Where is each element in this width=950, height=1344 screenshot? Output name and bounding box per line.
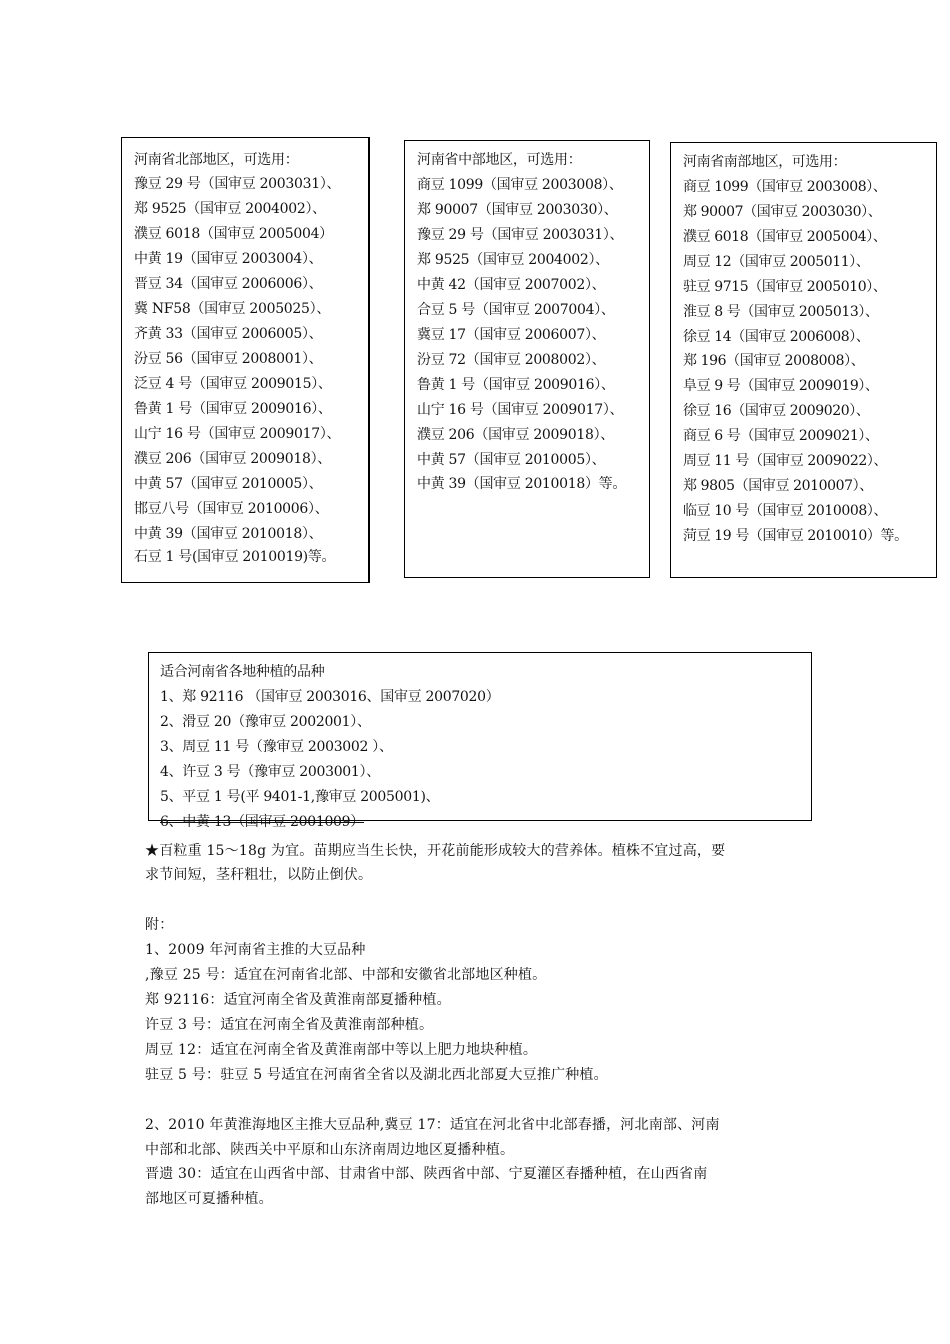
variety-line: 3、周豆 11 号（豫审豆 2003002 ）、 <box>160 739 393 755</box>
variety-line: 濮豆 206（国审豆 2009018）、 <box>417 427 614 443</box>
variety-line: 中黄 57（国审豆 2010005）、 <box>134 476 323 492</box>
variety-line: 商豆 1099（国审豆 2003008）、 <box>683 179 887 195</box>
variety-line: 中黄 42（国审豆 2007002）、 <box>417 277 606 293</box>
variety-line: 山宁 16 号（国审豆 2009017）、 <box>134 426 341 442</box>
variety-line: 泛豆 4 号（国审豆 2009015）、 <box>134 376 332 392</box>
variety-line-overflow: 6、中黄 13（国审豆 2001009） <box>160 814 364 830</box>
variety-line: 豫豆 29 号（国审豆 2003031）、 <box>417 227 624 243</box>
variety-line: 鲁黄 1 号（国审豆 2009016）、 <box>134 401 332 417</box>
variety-line: 汾豆 56（国审豆 2008001）、 <box>134 351 323 367</box>
variety-line: 邯豆八号（国审豆 2010006）、 <box>134 501 329 517</box>
variety-line: 临豆 10 号（国审豆 2010008）、 <box>683 503 888 519</box>
variety-line: 冀豆 17（国审豆 2006007）、 <box>417 327 606 343</box>
body-line: 许豆 3 号：适宜在河南全省及黄淮南部种植。 <box>145 1017 434 1033</box>
variety-line: 驻豆 9715（国审豆 2005010）、 <box>683 279 887 295</box>
body-line: 周豆 12：适宜在河南全省及黄淮南部中等以上肥力地块种植。 <box>145 1042 538 1058</box>
body-line: 中部和北部、陕西关中平原和山东济南周边地区夏播种植。 <box>145 1142 515 1158</box>
variety-line: 晋豆 34（国审豆 2006006）、 <box>134 276 323 292</box>
variety-line: 2、滑豆 20（豫审豆 2002001）、 <box>160 714 371 730</box>
body-line: 晋遗 30：适宜在山西省中部、甘肃省中部、陕西省中部、宁夏灌区春播种植，在山西省南 <box>145 1166 708 1182</box>
south-region-box <box>670 142 937 578</box>
central-region-box <box>404 140 650 578</box>
variety-line: 徐豆 14（国审豆 2006008）、 <box>683 329 870 345</box>
variety-line: 徐豆 16（国审豆 2009020）、 <box>683 403 870 419</box>
variety-line: 周豆 11 号（国审豆 2009022）、 <box>683 453 888 469</box>
all-regions-title: 适合河南省各地种植的品种 <box>160 664 325 680</box>
variety-line: 中黄 57（国审豆 2010005）、 <box>417 452 606 468</box>
variety-line: 郑 9805（国审豆 2010007）、 <box>683 478 873 494</box>
variety-line: 1、郑 92116 （国审豆 2003016、国审豆 2007020） <box>160 689 500 705</box>
north-region-title: 河南省北部地区，可选用： <box>134 152 299 168</box>
variety-line: 豫豆 29 号（国审豆 2003031）、 <box>134 176 341 192</box>
body-line: 1、2009 年河南省主推的大豆品种 <box>145 942 366 958</box>
variety-line: 阜豆 9 号（国审豆 2009019）、 <box>683 378 879 394</box>
variety-line: 濮豆 6018（国审豆 2005004） <box>134 226 333 242</box>
north-region-box <box>121 137 370 583</box>
variety-line: 郑 9525（国审豆 2004002）、 <box>134 201 326 217</box>
appendix-heading: 附： <box>145 917 174 933</box>
variety-line: 5、平豆 1 号(平 9401-1,豫审豆 2005001)、 <box>160 789 440 805</box>
all-regions-box <box>148 652 812 821</box>
variety-line: 郑 90007（国审豆 2003030）、 <box>683 204 882 220</box>
body-line: ,豫豆 25 号：适宜在河南省北部、中部和安徽省北部地区种植。 <box>145 967 547 983</box>
variety-line: 濮豆 206（国审豆 2009018）、 <box>134 451 331 467</box>
variety-line: 齐黄 33（国审豆 2006005）、 <box>134 326 323 342</box>
south-region-title: 河南省南部地区，可选用： <box>683 154 847 170</box>
variety-line: 石豆 1 号(国审豆 2010019)等。 <box>134 549 336 565</box>
variety-line: 冀 NF58（国审豆 2005025）、 <box>134 301 331 317</box>
variety-line: 郑 9525（国审豆 2004002）、 <box>417 252 609 268</box>
variety-line: 商豆 1099（国审豆 2003008）、 <box>417 177 623 193</box>
variety-line: 周豆 12（国审豆 2005011）、 <box>683 254 870 270</box>
body-line: 求节间短，茎秆粗壮，以防止倒伏。 <box>145 867 373 883</box>
variety-line: 郑 196（国审豆 2008008）、 <box>683 353 865 369</box>
variety-line: 中黄 39（国审豆 2010018）、 <box>134 526 323 542</box>
variety-line: 中黄 39（国审豆 2010018）等。 <box>417 476 627 492</box>
variety-line: 鲁黄 1 号（国审豆 2009016）、 <box>417 377 615 393</box>
variety-line: 菏豆 19 号（国审豆 2010010）等。 <box>683 528 908 544</box>
variety-line: 合豆 5 号（国审豆 2007004）、 <box>417 302 615 318</box>
body-line: 2、2010 年黄淮海地区主推大豆品种,冀豆 17：适宜在河北省中北部春播，河北南部、河南 <box>145 1117 720 1133</box>
variety-line: 中黄 19（国审豆 2003004）、 <box>134 251 323 267</box>
variety-line: 汾豆 72（国审豆 2008002）、 <box>417 352 606 368</box>
body-line: ★百粒重 15～18g 为宜。苗期应当生长快，开花前能形成较大的营养体。植株不宜过高，要 <box>145 843 726 859</box>
variety-line: 淮豆 8 号（国审豆 2005013）、 <box>683 304 879 320</box>
body-line: 部地区可夏播种植。 <box>145 1191 273 1207</box>
body-line: 郑 92116：适宜河南全省及黄淮南部夏播种植。 <box>145 992 451 1008</box>
body-line: 驻豆 5 号：驻豆 5 号适宜在河南省全省以及湖北西北部夏大豆推广种植。 <box>145 1067 608 1083</box>
variety-line: 濮豆 6018（国审豆 2005004）、 <box>683 229 887 245</box>
variety-line: 山宁 16 号（国审豆 2009017）、 <box>417 402 624 418</box>
central-region-title: 河南省中部地区，可选用： <box>417 152 582 168</box>
variety-line: 郑 90007（国审豆 2003030）、 <box>417 202 618 218</box>
variety-line: 4、许豆 3 号（豫审豆 2003001）、 <box>160 764 380 780</box>
variety-line: 商豆 6 号（国审豆 2009021）、 <box>683 428 879 444</box>
